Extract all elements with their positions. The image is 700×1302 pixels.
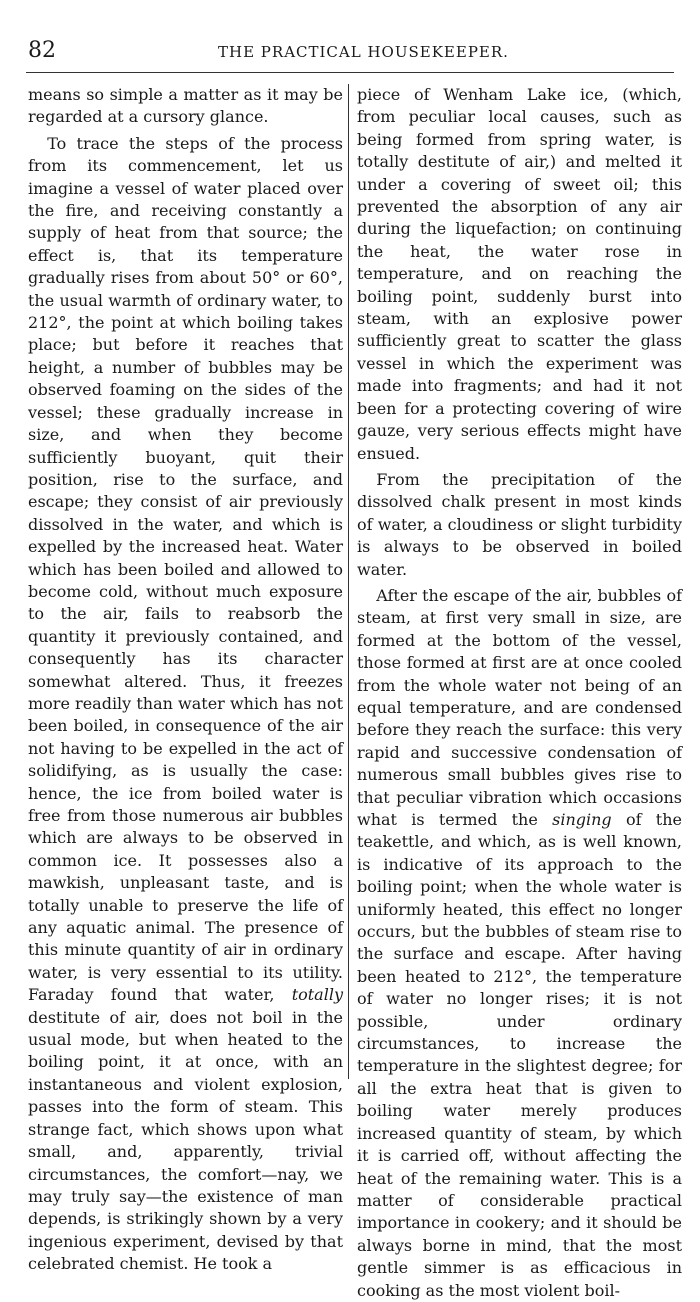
emphasis-totally: totally	[291, 985, 343, 1005]
column-divider	[348, 84, 349, 1079]
left-column	[28, 84, 343, 1274]
right-paragraph-2: From the precipitation of the dissolved chalk present in most kinds of water, a cloudiness or slight turbidity is always to be observed in boiled water.	[357, 469, 682, 579]
emphasis-singing: singing	[552, 810, 612, 829]
left-paragraph-1: means so simple a matter as it may be regarded at a cursory glance.	[28, 85, 343, 127]
left-paragraph-2	[28, 133, 343, 1276]
right-paragraph-3-continuation: of the teakettle, and which, as is well known, is indicative of its approach to the boiling point; when the whole water is uniformly heated, this effect no longer occurs, but the bubbles of steam rise to the surface and escape. After having been heated to 212°, the temperature of water no longer rises; it is not possible, under ordinary circumstances, to increase the temperature in the slightest degree; for all the extra heat that is given to boiling water merely produces increased quantity of steam, by which it is carried off, without affecting the heat of the remaining water. This is a matter of considerable practical importance in cookery; and it should be always borne in mind, that the most gentle simmer is as efficacious in cooking as the most violent boil-	[357, 810, 682, 1300]
header-rule	[26, 72, 674, 73]
right-column	[357, 84, 682, 1300]
page-header	[28, 38, 674, 70]
page-number: 82	[28, 38, 56, 63]
left-paragraph-2-text: To trace the steps of the process from its commencement, let us imagine a vessel of water placed over the fire, and receiving constantly a supply of heat from that source; the effect is, that its temperature gradually rises from about 50° or 60°, the usual warmth of ordinary water, to 212°, the point at which boiling takes place; but before it reaches that height, a number of bubbles may be observed foaming on the sides of the vessel; these gradually increase in size, and when they become sufficiently buoyant, quit their position, rise to the surface, and escape; they consist of air previously dissolved in the water, and which is expelled by the increased heat. Water which has been boiled and allowed to become cold, without much exposure to the air, fails to reabsorb the quantity it previously contained, and consequently has its character somewhat altered. Thus, it freezes more readily than water which has not been boiled, in consequence of the air not having to be expelled in the act of solidifying, as is usually the case: hence, the ice from boiled water is free from those numerous air bubbles which are always to be observed in common ice. It possesses also a mawkish, unpleasant taste, and is totally unable to preserve the life of any aquatic animal. The presence of this minute quantity of air in ordinary water, is very essential to its utility. Faraday found that water,	[28, 133, 343, 1005]
right-paragraph-1: piece of Wenham Lake ice, (which, from peculiar local causes, such as being formed from spring water, is totally destitute of air,) and melted it under a covering of sweet oil; this prevented the absorption of any air during the liquefaction; on continuing the heat, the water rose in temperature, and on reaching the boiling point, suddenly burst into steam, with an explosive power sufficiently great to scatter the glass vessel in which the experiment was made into fragments; and had it not been for a protecting covering of wire gauze, very serious effects might have ensued.	[357, 85, 682, 463]
text-columns	[28, 84, 682, 1300]
right-paragraph-3-text: After the escape of the air, bubbles of steam, at first very small in size, are formed at the bottom of the vessel, those formed at first are at once cooled from the whole water not being of an equal temperature, and are condensed before they reach the surface: this very rapid and successive condensation of numerous small bubbles gives rise to that peculiar vibration which occasions what is termed the	[357, 585, 682, 829]
right-paragraph-3	[357, 585, 682, 1302]
left-paragraph-2-continuation: destitute of air, does not boil in the usual mode, but when heated to the boiling point, it at once, with an instantaneous and violent explosion, passes into the form of steam. This strange fact, which shows upon what small, and, apparently, trivial circumstances, the comfort—nay, we may truly say—the existence of man depends, is strikingly shown by a very ingenious experiment, devised by that celebrated chemist. He took a	[28, 1007, 343, 1274]
running-title: THE PRACTICAL HOUSEKEEPER.	[218, 43, 509, 61]
